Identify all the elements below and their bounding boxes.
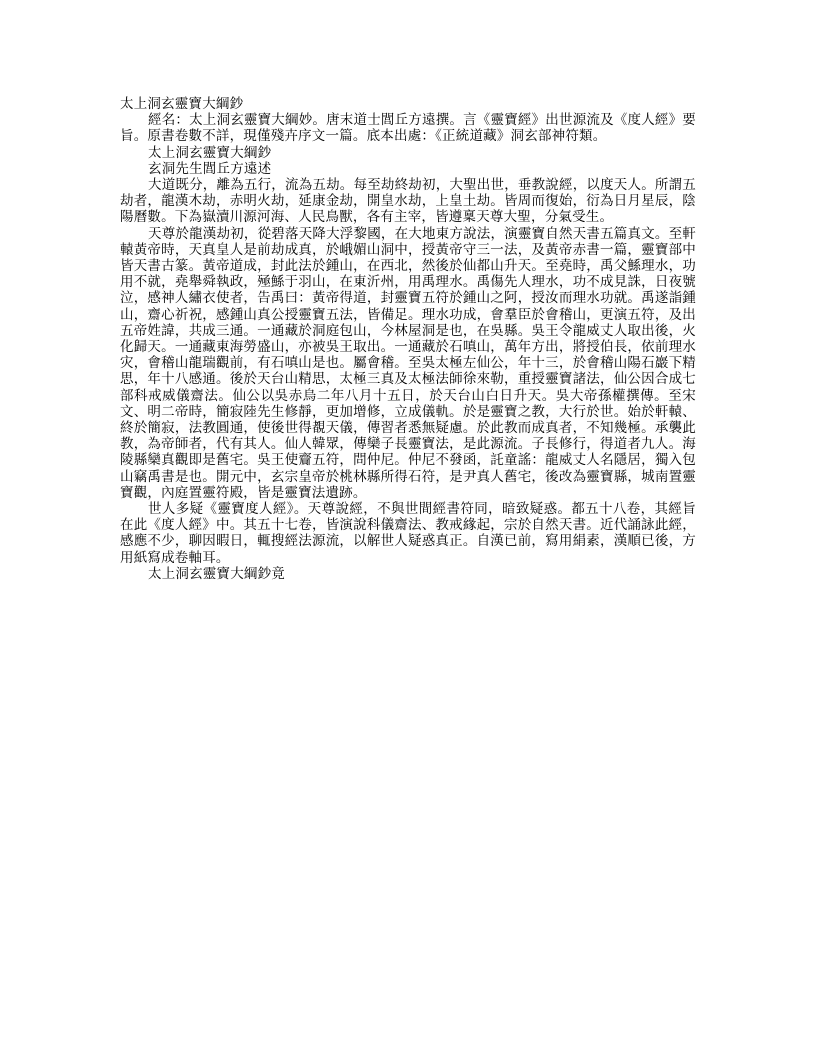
document-page [120, 96, 696, 582]
document-heading: 太上洞玄靈寶大綱鈔 [148, 144, 272, 161]
body-paragraph: 天尊於龍漢劫初，從碧落天降大浮黎國，在大地東方說法，演靈寶自然天書五篇真文。至軒轅黃帝時，天真皇人是前劫成真，於峨媚山洞中，授黃帝守三一法，及黃帝赤書一篇，靈寶部中皆天書古篆。黃帝道成，封此法於鍾山，在西北，然後於仙都山升天。至堯時，禹父鯀理水，功用不就，堯舉舜執政，殛鯀于羽山，在東沂州，用禹理水。禹傷先人理水，功不成見誅，日夜號泣，感神人繡衣使者，告禹曰：黃帝得道，封靈寶五符於鍾山之阿，授汝而理水功就。禹遂詣鍾山，齋心祈祝，感鍾山真公授靈寶五法，皆備足。理水功成，會羣臣於會稽山，更演五符，及出五帝姓諱，共成三通。一通藏於洞庭包山，今林屋洞是也，在吳縣。吳王令龍威丈人取出後，火化歸天。一通藏東海勞盛山，亦被吳王取出。一通藏於石嗔山，萬年方出，將授伯長，依前理水灾，會稽山龍瑞觀前，有石嗔山是也。屬會稽。至吳太極左仙公，年十三，於會稽山陽石巖下精思，年十八感通。後於天台山精思，太極三真及太極法師徐來勒，重授靈寶諸法，仙公因合成七部科戒威儀齋法。仙公以吳赤烏二年八月十五日，於天台山白日升天。吳大帝孫權撰傳。至宋文、明二帝時，簡寂陸先生修靜，更加增修，立成儀軌。於是靈寶之教，大行於世。始於軒轅、終於簡寂，法教圓通，使後世得覩天儀，傳習者悉無疑慮。於此教而成真者，不知幾極。承襲此教，為帝師者，代有其人。仙人韓眾，傳欒子長靈寶法，是此源流。子長修行，得道者九人。海陵縣欒真觀即是舊宅。吳王使齎五符，問仲尼。仲尼不發函，託童謠：龍威丈人名隱居，獨入包山竊禹書是也。開元中，玄宗皇帝於桃林縣所得石符，是尹真人舊宅，後改為靈寶縣，城南置靈寶觀，內庭置靈符殿，皆是靈寶法遺跡。 [120, 225, 696, 501]
description-paragraph: 經名：太上洞玄靈寶大綱妙。唐末道士閭丘方遠撰。言《靈寶經》出世源流及《度人經》要旨。原書卷數不詳，現僅殘卉序文一篇。底本出處：《正統道藏》洞玄部神符類。 [120, 112, 696, 145]
body-paragraph: 世人多疑《靈寶度人經》。天尊說經，不與世間經書符同，暗致疑惑。都五十八卷，其經旨在此《度人經》中。其五十七卷，皆演說科儀齋法、教戒緣起，宗於自然天書。近代誦詠此經，感應不少，聊因暇日，輒搜經法源流，以解世人疑惑真正。自漢已前，寫用絹素，漢順已後，方用紙寫成卷軸耳。 [120, 501, 696, 566]
author-line: 玄洞先生閭丘方遠述 [148, 160, 272, 177]
body-paragraph: 大道既分，離為五行，流為五劫。每至劫終劫初，大聖出世，垂教說經，以度天人。所謂五劫者，龍漢木劫，赤明火劫，延康金劫，開皇水劫，上皇土劫。皆周而復始，衍為日月星辰，陰陽曆數。下為嶽瀆川源河海、人民鳥獸，各有主宰，皆遵稟天尊大聖，分氣受生。 [120, 177, 696, 226]
document-footer: 太上洞玄靈寶大綱鈔竟 [148, 565, 285, 582]
document-title: 太上洞玄靈寶大綱鈔 [120, 96, 244, 112]
